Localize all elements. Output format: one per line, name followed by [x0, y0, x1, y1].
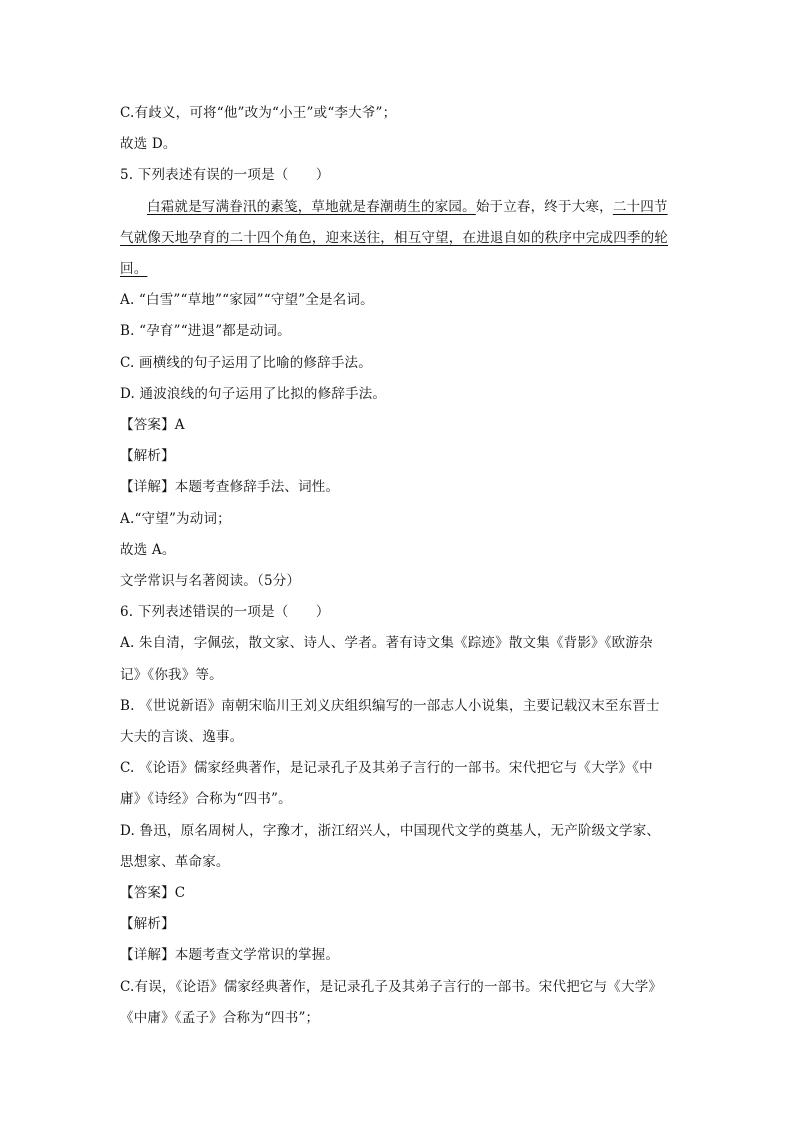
wavy-lined-sentence-middle: 气就像天地孕育的二十四个角色，迎来送往，相互守望，在进退自如的秩序中完成四季的轮 — [120, 230, 668, 246]
wavy-lined-sentence-start: 二十四节 — [612, 199, 668, 215]
option-5b: B. “孕育”“进退”都是动词。 — [120, 323, 291, 339]
explanation-6: 【详解】本题考查文学常识的掌握。 — [120, 947, 340, 963]
option-6d-line-1: D. 鲁迅，原名周树人，字豫才，浙江绍兴人，中国现代文学的奠基人，无产阶级文学家、 — [120, 823, 661, 839]
analysis-6-heading: 【解析】 — [120, 916, 175, 932]
question-5-stem: 5. 下列表述有误的一项是（ ） — [120, 167, 330, 183]
option-6a-line-1: A. 朱自清，字佩弦，散文家、诗人、学者。著有诗文集《踪迹》散文集《背影》《欧游杂 — [120, 635, 653, 651]
line-choose-d: 故选 D。 — [120, 136, 177, 152]
option-6a-line-2: 记》《你我》等。 — [120, 667, 223, 683]
passage-line-2 — [120, 229, 668, 247]
option-6c-line-1: C. 《论语》儒家经典著作，是记录孔子及其弟子言行的一部书。宋代把它与《大学》《中 — [120, 760, 653, 776]
passage-line-1 — [147, 198, 668, 216]
option-6d-line-2: 思想家、革命家。 — [120, 854, 230, 870]
analysis-5-heading: 【解析】 — [120, 448, 175, 464]
answer-5: 【答案】A — [120, 417, 185, 433]
explanation-5: 【详解】本题考查修辞手法、词性。 — [120, 479, 340, 495]
explanation-6-c-line-1: C.有误，《论语》儒家经典著作，是记录孔子及其弟子言行的一部书。宋代把它与《大学》 — [120, 979, 663, 995]
option-5c: C. 画横线的句子运用了比喻的修辞手法。 — [120, 355, 372, 371]
section-heading-literature: 文学常识与名著阅读。（5分） — [120, 573, 301, 589]
passage-line-3 — [120, 260, 147, 278]
explanation-6-c-line-2: 《中庸》《孟子》合称为“四书”； — [120, 1010, 320, 1026]
line-c-ambiguity: C.有歧义，可将“他”改为“小王”或“李大爷”； — [120, 105, 397, 121]
line-choose-a: 故选 A。 — [120, 542, 176, 558]
wavy-lined-sentence-end: 回。 — [120, 261, 148, 277]
explanation-5-a: A.“守望”为动词； — [120, 511, 231, 527]
option-5d: D. 通波浪线的句子运用了比拟的修辞手法。 — [120, 386, 387, 402]
passage-plain-segment: 始于立春，终于大寒， — [475, 199, 613, 215]
answer-6: 【答案】C — [120, 885, 186, 901]
option-6c-line-2: 庸》《诗经》合称为“四书”。 — [120, 791, 292, 807]
option-6b-line-2: 大夫的言谈、逸事。 — [120, 729, 244, 745]
option-6b-line-1: B. 《世说新语》南朝宋临川王刘义庆组织编写的一部志人小说集，主要记载汉末至东晋士 — [120, 698, 660, 714]
underlined-sentence: 白霜就是写满眷汛的素笺，草地就是春潮萌生的家园。 — [147, 199, 476, 215]
question-6-stem: 6. 下列表述错误的一项是（ ） — [120, 604, 330, 620]
option-5a: A. “白雪”“草地”“家园”“守望”全是名词。 — [120, 292, 374, 308]
